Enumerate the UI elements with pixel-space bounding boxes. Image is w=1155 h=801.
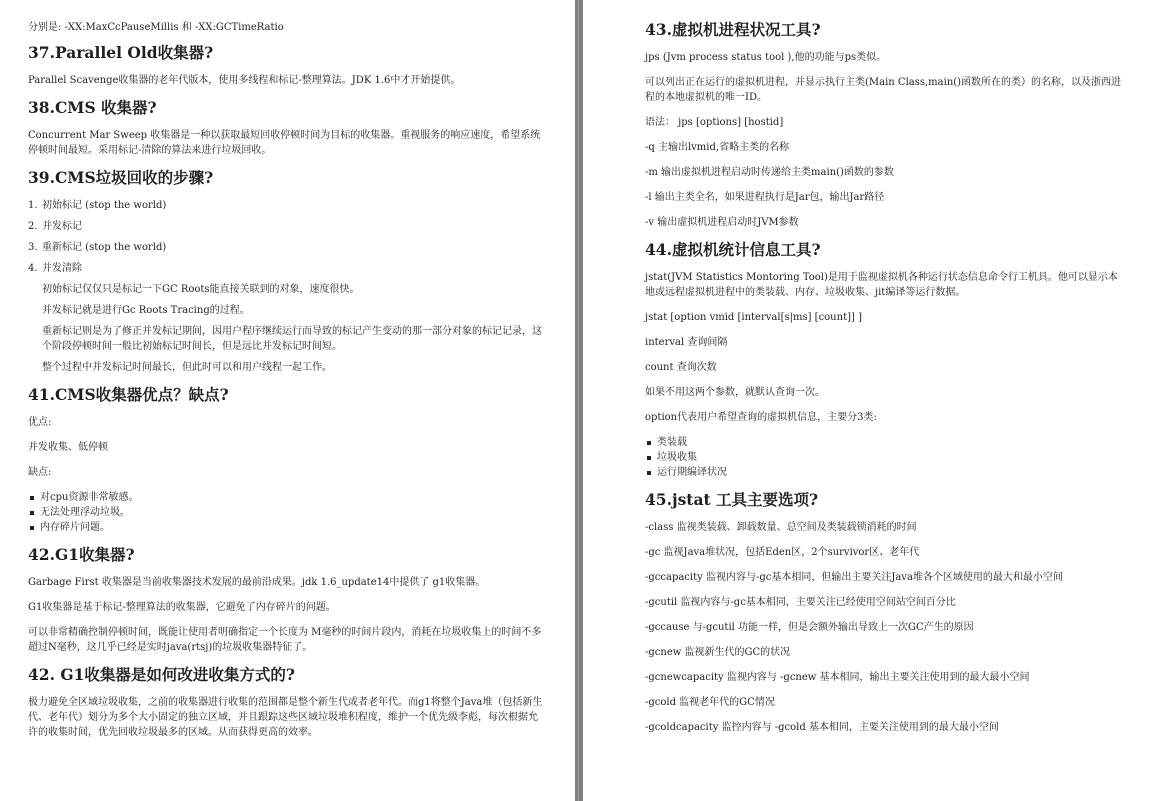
step-item: 4. 并发清除 xyxy=(28,263,82,274)
disadvantages-label: 缺点: xyxy=(28,467,52,478)
jstat-option: -class 监视类装载、卸载数量、总空间及类装载锁消耗的时间 xyxy=(645,522,917,533)
jstat-option: -gccapacity 监视内容与-gc基本相同，但输出主要关注Java堆各个区域使用的最大和最小空间 xyxy=(645,572,1063,583)
list-item: 垃圾收集 xyxy=(645,450,1125,465)
q44-paragraph: jstat(JVM Statistics Montoring Tool)是用于监视虚拟机各种运行状态信息命令行工机具。他可以显示本地或远程虚拟机进程中的类装载、内存、垃圾收集、jit编译等运行数据。 xyxy=(645,272,1118,298)
q39-steps xyxy=(28,198,543,276)
q42-paragraph-1: Garbage First 收集器是当前收集器技术发展的最前沿成果。jdk 1.6_update14中提供了 g1收集器。 xyxy=(28,577,486,588)
list-item: 对cpu资源非常敏感。 xyxy=(28,490,543,505)
q42b-paragraph: 极力避免全区域垃圾收集，之前的收集器进行收集的范围都是整个新生代或者老年代。而g1将整个Java堆（包括新生代、老年代）划分为多个大小固定的独立区域，并且跟踪这些区域垃圾堆积程度，维护一个优先级李彪，每次根据允许的收集时间，优先回收垃圾最多的区域。从而获得更高的效率。 xyxy=(28,697,543,738)
q39-heading: 39.CMS垃圾回收的步骤? xyxy=(28,168,214,187)
q39-detail-4: 整个过程中并发标记时间最长，但此时可以和用户线程一起工作。 xyxy=(42,362,332,373)
step-item: 1. 初始标记 (stop the world) xyxy=(28,200,167,211)
q38-heading: 38.CMS 收集器? xyxy=(28,98,157,117)
q44-categories xyxy=(645,435,1125,480)
list-item: 类装载 xyxy=(645,435,1125,450)
q44-interval: interval 查询间隔 xyxy=(645,337,728,348)
jps-option: -v 输出虚拟机进程启动时JVM参数 xyxy=(645,217,799,228)
jstat-option: -gcoldcapacity 监控内容与 -gcold 基本相同，主要关注使用到的最大最小空间 xyxy=(645,722,999,733)
q43-paragraph-2: 可以列出正在运行的虚拟机进程，并显示执行主类(Main Class,main()函数所在的类）的名称，以及浙西进程的本地虚拟机的唯一ID。 xyxy=(645,77,1122,103)
q43-paragraph-1: jps (Jvm process status tool ),他的功能与ps类似。 xyxy=(645,52,887,63)
q44-heading: 44.虚拟机统计信息工具? xyxy=(645,240,821,259)
q44-default: 如果不用这两个参数，就默认查询一次。 xyxy=(645,387,825,398)
step-item: 3. 重新标记 (stop the world) xyxy=(28,242,167,253)
jstat-option: -gcnewcapacity 监视内容与 -gcnew 基本相同，输出主要关注使用到的最大最小空间 xyxy=(645,672,1030,683)
q43-syntax: 语法： jps [options] [hostid] xyxy=(645,117,784,128)
q44-option-intro: option代表用户希望查询的虚拟机信息，主要分3类: xyxy=(645,412,877,423)
jps-option: -q 主输出lvmid,省略主类的名称 xyxy=(645,142,790,153)
advantages-text: 并发收集、低停顿 xyxy=(28,442,108,453)
list-item: 运行期编译状况 xyxy=(645,465,1125,480)
list-item: 内存碎片问题。 xyxy=(28,520,543,535)
jstat-option: -gcnew 监视新生代的GC的状况 xyxy=(645,647,791,658)
q37-paragraph: Parallel Scavenge收集器的老年代版本，使用多线程和标记-整理算法。JDK 1.6中才开始提供。 xyxy=(28,75,461,86)
right-page xyxy=(583,0,1155,801)
jstat-option: -gcutil 监视内容与-gc基本相同，主要关注已经使用空间站空间百分比 xyxy=(645,597,956,608)
q38-paragraph: Concurrent Mar Sweep 收集器是一种以获取最短回收停顿时间为目标的收集器。重视服务的响应速度，希望系统停顿时间最短。采用标记-清除的算法来进行垃圾回收。 xyxy=(28,130,541,156)
q41-heading: 41.CMS收集器优点？缺点? xyxy=(28,385,229,404)
jstat-option: -gc 监视Java堆状况，包括Eden区，2个survivor区、老年代 xyxy=(645,547,920,558)
q42-heading: 42.G1收集器? xyxy=(28,545,135,564)
jps-option: -l 输出主类全名，如果进程执行是Jar包，输出Jar路径 xyxy=(645,192,885,203)
q44-count: count 查询次数 xyxy=(645,362,717,373)
disadvantages-list xyxy=(28,490,543,535)
advantages-label: 优点: xyxy=(28,417,52,428)
list-item: 无法处理浮动垃圾。 xyxy=(28,505,543,520)
q45-heading: 45.jstat 工具主要选项? xyxy=(645,490,819,509)
step-item: 2. 并发标记 xyxy=(28,221,82,232)
page-separator xyxy=(578,0,579,801)
q39-detail-1: 初始标记仅仅只是标记一下GC Roots能直接关联到的对象，速度很快。 xyxy=(42,284,360,295)
q44-syntax: jstat [option vmid [interval[s|ms] [count]] ] xyxy=(645,312,862,323)
q43-heading: 43.虚拟机进程状况工具? xyxy=(645,20,821,39)
q42-paragraph-2: G1收集器是基于标记-整理算法的收集器，它避免了内存碎片的问题。 xyxy=(28,602,336,613)
left-page xyxy=(0,0,575,801)
q42-paragraph-3: 可以非常精确控制停顿时间，既能让使用者明确指定一个长度为 M毫秒的时间片段内，消耗在垃圾收集上的时间不多超过N毫秒，这几乎已经是实时java(rtsj)的垃圾收集器特征了。 xyxy=(28,627,542,653)
q39-detail-3: 重新标记则是为了修正并发标记期间，因用户程序继续运行而导致的标记产生变动的那一部分对象的标记记录，这个阶段停顿时间一般比初始标记时间长，但是远比并发标记时间短。 xyxy=(42,326,542,352)
jstat-option: -gccause 与-gcutil 功能一样，但是会额外输出导致上一次GC产生的原因 xyxy=(645,622,974,633)
jps-option: -m 输出虚拟机进程启动时传递给主类main()函数的参数 xyxy=(645,167,894,178)
jstat-option: -gcold 监视老年代的GC情况 xyxy=(645,697,775,708)
q42b-heading: 42. G1收集器是如何改进收集方式的? xyxy=(28,665,295,684)
q37-heading: 37.Parallel Old收集器? xyxy=(28,43,214,62)
q39-detail-2: 并发标记就是进行Gc Roots Tracing的过程。 xyxy=(42,305,250,316)
intro-text: 分别是: -XX:MaxCcPauseMillis 和 -XX:GCTimeRatio xyxy=(28,22,284,33)
